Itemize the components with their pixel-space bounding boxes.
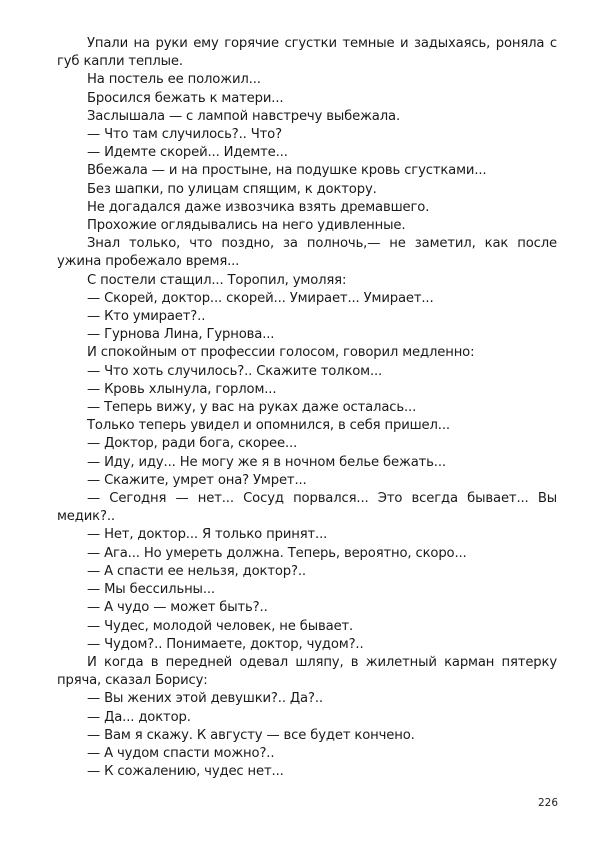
paragraph: — Скажите, умрет она? Умрет... [87,472,307,488]
paragraph: — Нет, доктор... Я только принят... [87,527,328,543]
paragraph: Только теперь увидел и опомнился, в себя пришел... [87,418,450,434]
paragraph: — Вы жених этой девушки?.. Да?.. [87,691,323,707]
paragraph: — Что хоть случилось?.. Скажите толком... [87,363,383,379]
paragraph: — А чудо — может быть?.. [87,600,268,616]
paragraph: — Кровь хлынула, горлом... [87,381,277,397]
paragraph: — Кто умирает?.. [87,309,206,325]
paragraph: — Гурнова Лина, Гурнова... [87,327,275,343]
paragraph: — Ага... Но умереть должна. Теперь, вероятно, скоро... [87,545,467,561]
paragraph: — Вам я скажу. К августу — все будет кончено. [87,727,415,743]
paragraph: Бросился бежать к матери... [87,90,284,106]
paragraph: — Иду, иду... Не могу же я в ночном белье бежать... [87,454,446,470]
paragraph: — Скорей, доктор... скорей... Умирает... Умирает... [87,290,434,306]
body-text [57,35,557,781]
paragraph: С постели стащил... Торопил, умоляя: [87,272,347,288]
page-number: 226 [538,797,559,809]
paragraph: — Теперь вижу, у вас на руках даже осталась... [87,400,417,416]
paragraph: — Да... доктор. [87,709,191,725]
paragraph: Вбежала — и на простыне, на подушке кровь сгустками... [87,163,487,179]
paragraph: — Мы бессильны... [87,582,215,598]
paragraph: — Идемте скорей... Идемте... [87,145,288,161]
paragraph: Не догадался даже извозчика взять дремавшего. [87,199,430,215]
paragraph: И когда в передней одевал шляпу, в жилетный карман пятерку пряча, сказал Борису: [57,654,557,689]
paragraph: — Доктор, ради бога, скорее... [87,436,298,452]
paragraph: Прохожие оглядывались на него удивленные. [87,218,406,234]
paragraph: Знал только, что поздно, за полночь,— не заметил, как после ужина пробежало время... [57,236,557,270]
paragraph: — А чудом спасти можно?.. [87,745,275,761]
paragraph: Заслышала — с лампой навстречу выбежала. [87,108,400,124]
paragraph: — А спасти ее нельзя, доктор?.. [87,563,306,579]
paragraph: И спокойным от профессии голосом, говорил медленно: [87,345,475,361]
paragraph: Упали на руки ему горячие сгустки темные и задыхаясь, роняла с губ капли теплые. [57,36,557,70]
paragraph: Без шапки, по улицам спящим, к доктору. [87,181,377,197]
paragraph: — Чудом?.. Понимаете, доктор, чудом?.. [87,636,364,652]
paragraph: На постель ее положил... [87,72,261,88]
paragraph: — Сегодня — нет... Сосуд порвался... Это всегда бывает... Вы медик?.. [57,491,557,525]
paragraph: — Чудес, молодой человек, не бывает. [87,618,354,634]
paragraph: — К сожалению, чудес нет... [87,764,284,780]
paragraph: — Что там случилось?.. Что? [87,127,282,143]
